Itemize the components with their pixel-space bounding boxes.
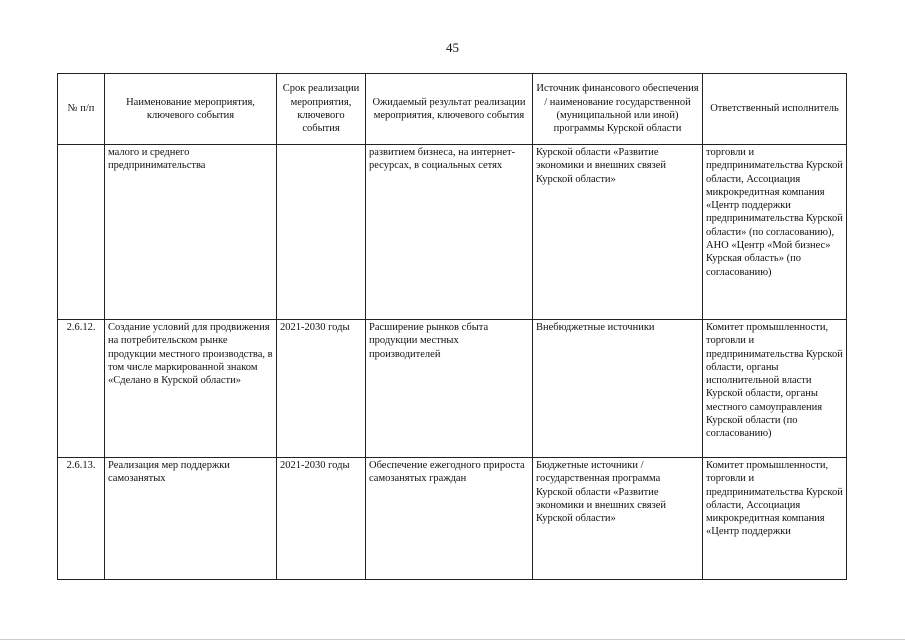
table-row [58,145,847,320]
row-term: 2021-2030 годы [277,458,366,580]
row-term: 2021-2030 годы [277,320,366,458]
row-result: развитием бизнеса, на интернет-ресурсах, в социальных сетях [366,145,533,320]
page-number: 45 [446,40,459,55]
row-executor: Комитет промышленности, торговли и предпринимательства Курской области, Ассоциация микрокредитная компания «Центр поддержки [703,458,847,580]
row-result: Расширение рынков сбыта продукции местных производителей [366,320,533,458]
row-executor: Комитет промышленности, торговли и предпринимательства Курской области, органы исполнительной власти Курской области, органы местного самоуправления Курской области (по согласованию) [703,320,847,458]
events-table [57,73,847,580]
row-number: 2.6.13. [58,458,105,580]
row-source: Курской области «Развитие экономики и внешних связей Курской области» [533,145,703,320]
header-cell-result: Ожидаемый результат реализации мероприятия, ключевого события [366,74,533,145]
row-number [58,145,105,320]
row-number: 2.6.12. [58,320,105,458]
row-name: Создание условий для продвижения на потребительском рынке продукции местного производства, в том числе маркированной знаком «Сделано в Курской области» [105,320,277,458]
table-row [58,458,847,580]
header-cell-name: Наименование мероприятия, ключевого события [105,74,277,145]
header-cell-term: Срок реализации мероприятия, ключевого события [277,74,366,145]
row-name: малого и среднего предпринимательства [105,145,277,320]
header-cell-executor: Ответственный исполнитель [703,74,847,145]
row-executor: торговли и предпринимательства Курской области, Ассоциация микрокредитная компания «Центр поддержки предпринимательства Курской области» (по согласованию), АНО «Центр «Мой бизнес» Курская область» (по согласованию) [703,145,847,320]
row-source: Внебюджетные источники [533,320,703,458]
row-source: Бюджетные источники / государственная программа Курской области «Развитие экономики и внешних связей Курской области» [533,458,703,580]
header-cell-number: № п/п [58,74,105,145]
row-name: Реализация мер поддержки самозанятых [105,458,277,580]
table-header-row [58,74,847,145]
row-result: Обеспечение ежегодного прироста самозанятых граждан [366,458,533,580]
table-row [58,320,847,458]
row-term [277,145,366,320]
header-cell-source: Источник финансового обеспечения / наименование государственной (муниципальной или иной) программы Курской области [533,74,703,145]
